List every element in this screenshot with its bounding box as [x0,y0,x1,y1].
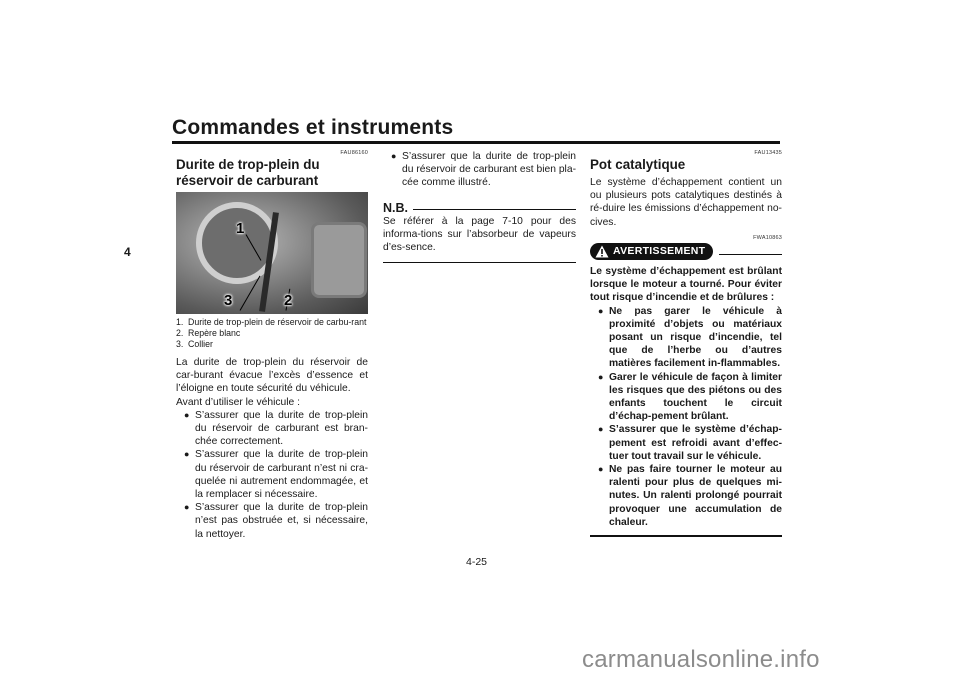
checklist [383,150,576,190]
note-header [383,202,576,215]
figure-label-1: 1 [236,220,245,237]
chapter-tab [118,186,144,546]
caption-item: 2. Repère blanc [176,328,241,338]
checklist [176,409,368,541]
paragraph: Le système d’échappement contient un ou plusieurs pots catalytiques destinés à ré-duire les émissions d’échappement no-cives. [590,177,782,228]
list-item: ● Ne pas garer le véhicule à proximité d’objets ou matériaux posant un risque d’incendie, tel que de l’herbe ou d’autres matières facilement in-flammables. [590,305,782,371]
list-item: ● Garer le véhicule de façon à limiter les risques que des piétons ou des enfants touchent le circuit d’échap-pement brûlant. [590,371,782,424]
page-header-title: Commandes et instruments [172,116,454,139]
list-item: ● S’assurer que la durite de trop-plein du réservoir de carburant est bien pla-cée comme illustré. [383,150,576,190]
warning-intro: Le système d’échappement est brûlant lorsque le moteur a tourné. Pour éviter tout risque d’incendie et de brûlures : [590,266,782,304]
section-code: FAU86160 [340,150,368,156]
section-title-catalytic: Pot catalytique [590,157,686,172]
column-1 [176,150,368,541]
list-item: ● S’assurer que le système d’échap-pement est refroidi avant d’effec-tuer tout travail sur le véhicule. [590,423,782,463]
engine-block-shape [311,222,367,298]
chapter-number: 4 [124,245,131,259]
warning-badge [590,243,713,260]
list-item: ● S’assurer que la durite de trop-plein n’est pas obstruée et, si nécessaire, la nettoyer. [176,501,368,541]
paragraph: Avant d’utiliser le véhicule : [176,396,301,408]
list-item: ● S’assurer que la durite de trop-plein du réservoir de carburant n’est ni cra-quelée ni autrement endommagée, et la remplacer si nécessaire. [176,448,368,501]
warning-triangle-icon [595,245,609,258]
watermark: carmanualsonline.info [582,646,820,673]
header-rule [172,141,780,144]
section-title-fuel-overflow: Durite de trop-plein du réservoir de carburant [176,157,320,188]
figure-captions [176,317,368,350]
warning-label: AVERTISSEMENT [613,244,706,257]
engine-photo [176,192,368,314]
list-item: ● Ne pas faire tourner le moteur au ralenti pour plus de quelques mi-nutes. Un ralenti prolongé pourrait provoquer une accumulation de chaleur. [590,463,782,529]
page-number: 4-25 [466,556,488,568]
figure-label-2: 2 [284,292,293,309]
section-code: FAU13435 [754,150,782,156]
paragraph: La durite de trop-plein du réservoir de car-burant évacue l’excès d’essence et l’éloigne en toute sécurité du véhicule. [176,357,368,395]
warning-rule [719,254,782,255]
caption-item: 3. Collier [176,339,213,349]
note-text: Se référer à la page 7-10 pour des informa-tions sur l’absorbeur de vapeurs d’es-sence. [383,215,576,254]
warning-header [590,243,782,260]
note-label: N.B. [383,200,408,215]
warning-list [590,305,782,529]
list-item: ● S’assurer que la durite de trop-plein du réservoir de carburant est bran-chée correctement. [176,409,368,449]
note-end-rule [383,262,576,263]
warning-code: FWA10863 [753,234,782,241]
figure-label-3: 3 [224,292,233,309]
caption-item: 1. Durite de trop-plein de réservoir de carbu-rant [176,317,367,327]
column-3 [590,150,782,537]
warning-end-rule [590,535,782,537]
column-2 [383,150,576,263]
note-rule [413,209,576,210]
